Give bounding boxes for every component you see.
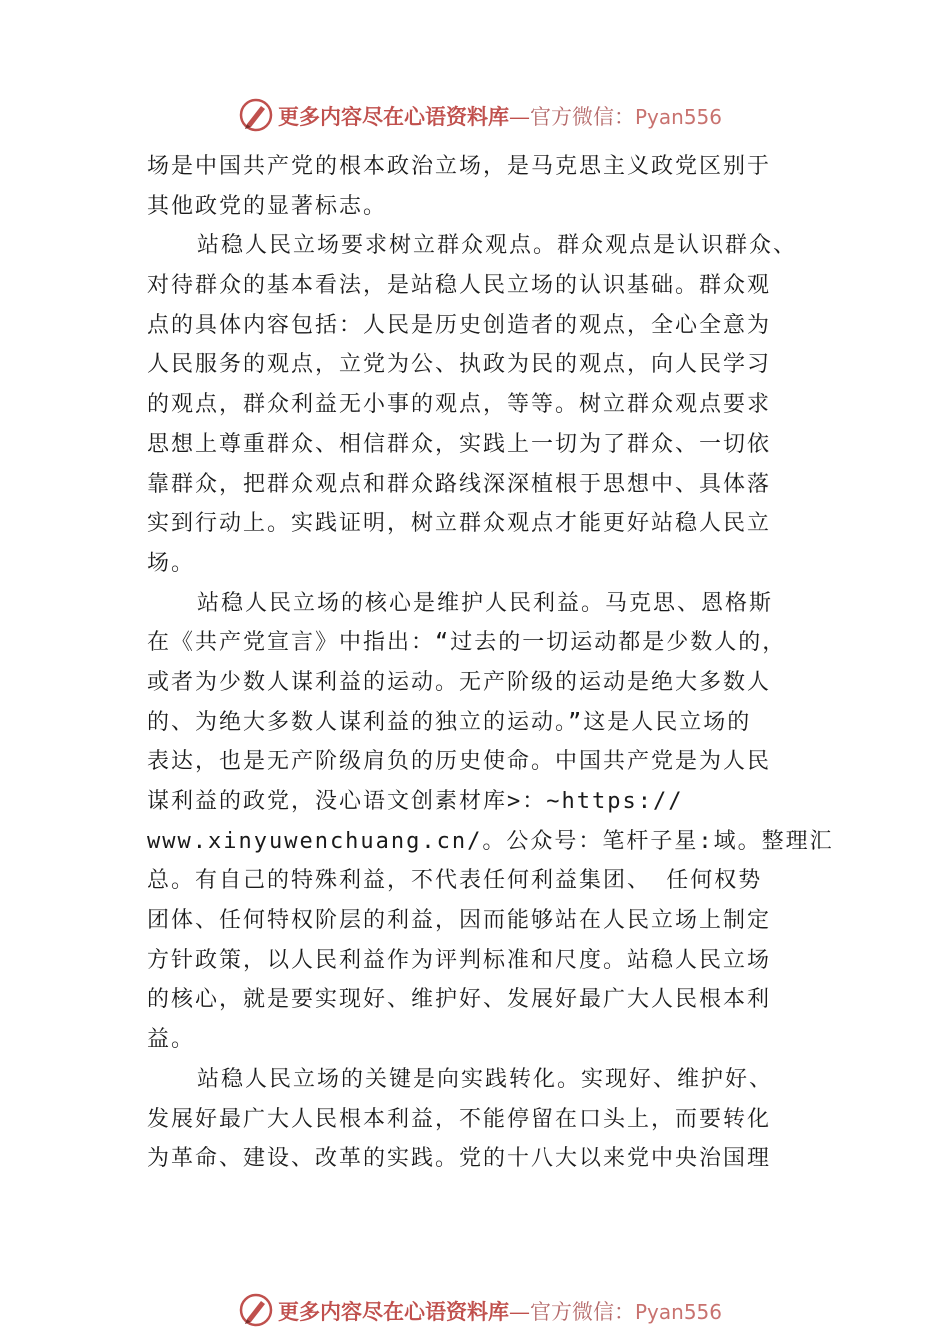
text-line: 场。 — [147, 550, 196, 576]
banner-wechat-id: Pyan556 — [635, 105, 723, 129]
text-line: 靠群众，把群众观点和群众路线深深植根于思想中、具体落 — [147, 471, 772, 497]
text-line: 思想上尊重群众、相信群众，实践上一切为了群众、一切依 — [147, 431, 772, 457]
text-line: 发展好最广大人民根本利益，不能停留在口头上，而要转化 — [147, 1106, 772, 1132]
banner-separator: — — [509, 1300, 530, 1324]
text-line: 站稳人民立场的关键是向实践转化。实现好、维护好、 — [197, 1066, 774, 1092]
text-line: 实到行动上。实践证明，树立群众观点才能更好站稳人民立 — [147, 511, 772, 537]
text-line: 总。有自己的特殊利益，不代表任何利益集团、 任何权势 — [147, 868, 763, 894]
text-line: 对待群众的基本看法，是站稳人民立场的认识基础。群众观 — [147, 273, 772, 299]
banner-wechat-id: Pyan556 — [635, 1300, 723, 1324]
document-body — [147, 147, 834, 1179]
text-line: 表达，也是无产阶级肩负的历史使命。中国共产党是为人民 — [147, 749, 772, 775]
text-line: 谋利益的政党，没心语文创素材库>：~https:// — [147, 789, 684, 814]
text-line: 点的具体内容包括：人民是历史创造者的观点，全心全意为 — [147, 312, 772, 338]
text-line: 的观点，群众利益无小事的观点，等等。树立群众观点要求 — [147, 392, 772, 418]
text-line: 站稳人民立场的核心是维护人民利益。马克思、恩格斯 — [197, 590, 774, 616]
banner-brand: 更多内容尽在心语资料库 — [278, 104, 509, 129]
banner-separator: — — [509, 105, 530, 129]
pen-logo-icon — [238, 97, 274, 133]
pen-logo-icon — [238, 1292, 274, 1328]
text-line: 益。 — [147, 1027, 196, 1053]
text-line: 团体、任何特权阶层的利益，因而能够站在人民立场上制定 — [147, 908, 772, 934]
text-line: 的核心，就是要实现好、维护好、发展好最广大人民根本利 — [147, 987, 772, 1013]
text-line: 方针政策，以人民利益作为评判标准和尺度。站稳人民立场 — [147, 947, 772, 973]
banner-wechat-label: 官方微信： — [530, 1300, 635, 1324]
text-line: 为革命、建设、改革的实践。党的十八大以来党中央治国理 — [147, 1146, 772, 1172]
banner-wechat-label: 官方微信： — [530, 105, 635, 129]
text-line: 场是中国共产党的根本政治立场，是马克思主义政党区别于 — [147, 154, 772, 179]
text-line: 在《共产党宣言》中指出：“过去的一切运动都是少数人的， — [147, 630, 787, 656]
text-line: 或者为少数人谋利益的运动。无产阶级的运动是绝大多数人 — [147, 669, 772, 695]
header-banner — [0, 95, 950, 135]
banner-text — [278, 101, 722, 131]
text-line: 的、为绝大多数人谋利益的独立的运动。”这是人民立场的 — [147, 709, 752, 735]
text-line: www.xinyuwenchuang.cn/。公众号：笔杆子星:域。整理汇 — [147, 828, 834, 854]
footer-banner — [0, 1290, 950, 1330]
banner-text — [278, 1296, 722, 1326]
text-line: 其他政党的显著标志。 — [147, 193, 388, 219]
text-line: 人民服务的观点，立党为公、执政为民的观点，向人民学习 — [147, 352, 772, 378]
text-line: 站稳人民立场要求树立群众观点。群众观点是认识群众、 — [197, 233, 798, 259]
banner-brand: 更多内容尽在心语资料库 — [278, 1299, 509, 1324]
